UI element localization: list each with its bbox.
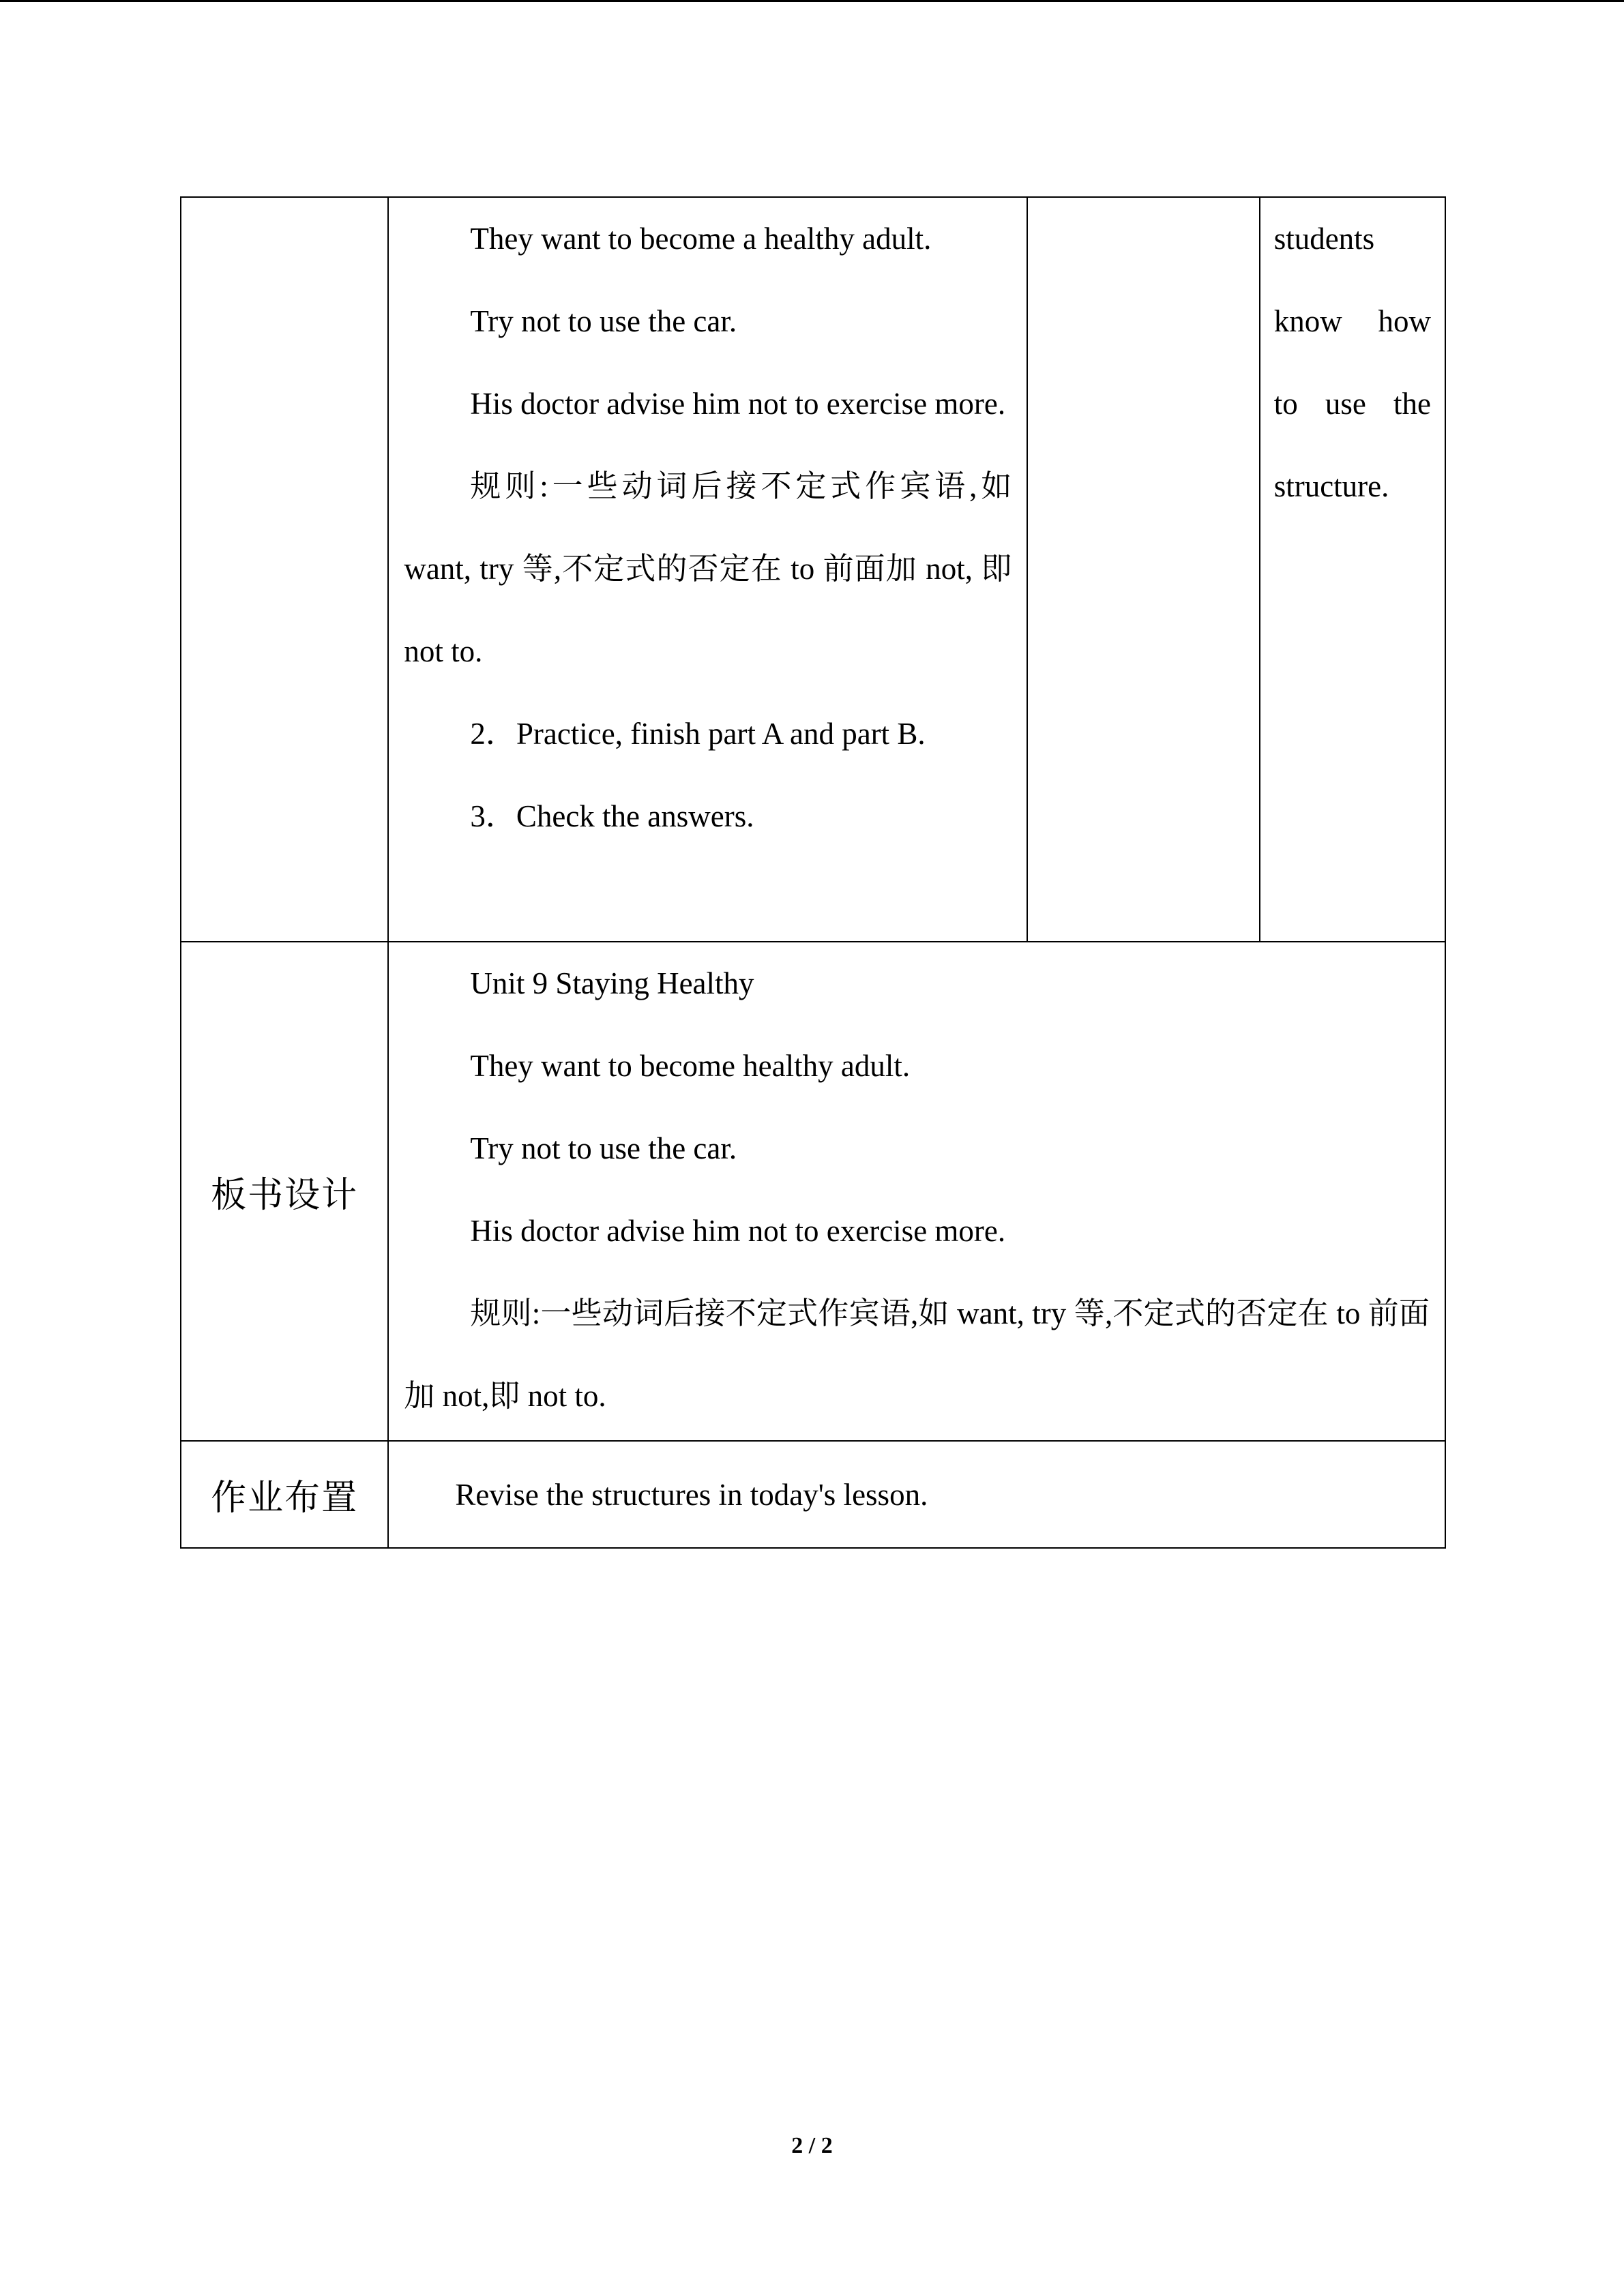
purpose-line: structure. [1273, 469, 1389, 503]
blackboard-content-cell [388, 942, 1445, 1441]
content-line: They want to become healthy adult. [470, 1049, 911, 1083]
content-line: Unit 9 Staying Healthy [470, 966, 754, 1000]
content-line: Try not to use the car. [470, 1131, 737, 1165]
table-row-procedure [181, 197, 1445, 942]
page-number: 2 / 2 [791, 2133, 833, 2158]
content-line: 规则:一些动词后接不定式作宾语,如 want, try 等,不定式的否定在 to 前面加 not,即 not to. [404, 1296, 1430, 1413]
purpose-line: know how [1273, 304, 1431, 338]
homework-content-cell [388, 1441, 1445, 1548]
table-row-blackboard [181, 942, 1445, 1441]
content-line: His doctor advise him not to exercise more. [470, 1214, 1006, 1248]
homework-label: 作业布置 [181, 1441, 388, 1548]
purpose-line: to use the [1273, 387, 1431, 421]
table-row-homework [181, 1441, 1445, 1548]
activity-cell-empty [1027, 197, 1259, 942]
content-line: His doctor advise him not to exercise more. [470, 387, 1006, 421]
homework-text: Revise the structures in today's lesson. [455, 1477, 928, 1512]
top-border-rule [0, 0, 1624, 2]
purpose-line: students [1273, 222, 1375, 256]
content-line: They want to become a healthy adult. [470, 222, 932, 256]
purpose-cell [1260, 197, 1445, 942]
content-line: 2．Practice, finish part A and part B. [470, 717, 926, 751]
procedure-content-cell [388, 197, 1027, 942]
content-line: 3．Check the answers. [470, 799, 754, 833]
lesson-plan-table [180, 196, 1446, 1549]
content-line: Try not to use the car. [470, 304, 737, 338]
content-line: 规则:一些动词后接不定式作宾语,如 want, try 等,不定式的否定在 to 前面加 not, 即 not to. [404, 469, 1012, 668]
row-label-empty [181, 197, 388, 942]
blackboard-design-label: 板书设计 [181, 942, 388, 1441]
